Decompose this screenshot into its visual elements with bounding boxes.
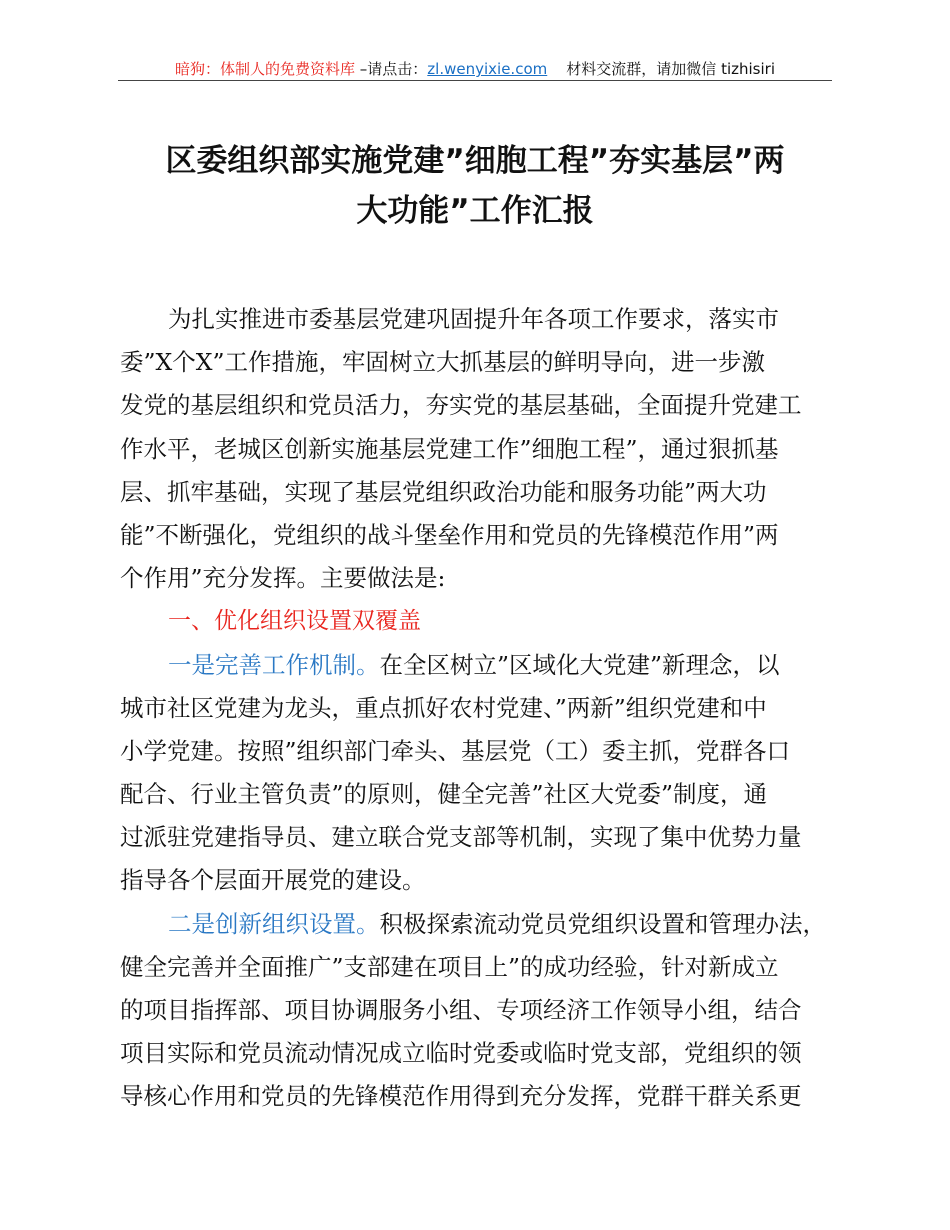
paragraph-line: 作水平，老城区创新实施基层党建工作”细胞工程”，通过狠抓基 bbox=[120, 434, 779, 463]
paragraph-text: 积极探索流动党员党组织设置和管理办法， bbox=[379, 909, 826, 938]
page-header-banner bbox=[120, 58, 830, 79]
paragraph-line: 配合、行业主管负责”的原则，健全完善”社区大党委”制度，通 bbox=[120, 780, 768, 809]
paragraph-line: 委”X个X”工作措施，牢固树立大抓基层的鲜明导向，进一步激 bbox=[120, 348, 765, 377]
paragraph-line bbox=[120, 644, 842, 687]
paragraph-line: 小学党建。按照”组织部门牵头、基层党（工）委主抓，党群各口 bbox=[120, 736, 791, 765]
title-line: 大功能”工作汇报 bbox=[356, 193, 594, 229]
paragraph-line: 个作用”充分发挥。主要做法是: bbox=[120, 564, 446, 593]
paragraph-line: 层、抓牢基础，实现了基层党组织政治功能和服务功能”两大功 bbox=[120, 477, 767, 506]
paragraph-line: 城市社区党建为龙头，重点抓好农村党建、”两新”组织党建和中 bbox=[120, 693, 767, 722]
paragraph-text: 在全区树立”区域化大党建”新理念，以 bbox=[379, 650, 780, 679]
paragraph-line: 过派驻党建指导员、建立联合党支部等机制，实现了集中优势力量 bbox=[120, 823, 802, 852]
paragraph-line: 健全完善并全面推广”支部建在项目上”的成功经验，针对新成立 bbox=[120, 952, 779, 981]
paragraph-line: 指导各个层面开展党的建设。 bbox=[120, 866, 426, 895]
paragraph-line bbox=[120, 903, 842, 946]
paragraph-lead: 一是完善工作机制。 bbox=[168, 650, 380, 679]
title-line: 区委组织部实施党建”细胞工程”夯实基层”两 bbox=[165, 143, 785, 179]
promo-text: 暗狗：体制人的免费资料库 bbox=[175, 60, 356, 78]
header-divider bbox=[118, 80, 832, 81]
paragraph-line: 为扎实推进市委基层党建巩固提升年各项工作要求，落实市 bbox=[168, 305, 779, 333]
document-body bbox=[120, 298, 842, 1119]
paragraph-line: 项目实际和党员流动情况成立临时党委或临时党支部，党组织的领 bbox=[120, 1039, 802, 1068]
paragraph-line: 导核心作用和党员的先锋模范作用得到充分发挥，党群干群关系更 bbox=[120, 1082, 802, 1111]
paragraph-line: 发党的基层组织和党员活力，夯实党的基层基础，全面提升党建工 bbox=[120, 391, 802, 420]
group-text: 材料交流群，请加微信 tizhisiri bbox=[547, 60, 775, 78]
paragraph-line: 能”不断强化，党组织的战斗堡垒作用和党员的先锋模范作用”两 bbox=[120, 520, 779, 549]
paragraph-lead: 二是创新组织设置。 bbox=[168, 909, 380, 938]
paragraph-line: 的项目指挥部、项目协调服务小组、专项经济工作领导小组，结合 bbox=[120, 996, 802, 1024]
website-link[interactable]: zl.wenyixie.com bbox=[427, 60, 548, 78]
section-heading: 一、优化组织设置双覆盖 bbox=[168, 608, 421, 635]
document-title bbox=[100, 136, 850, 236]
promo-click-text: –请点击： bbox=[355, 60, 428, 78]
